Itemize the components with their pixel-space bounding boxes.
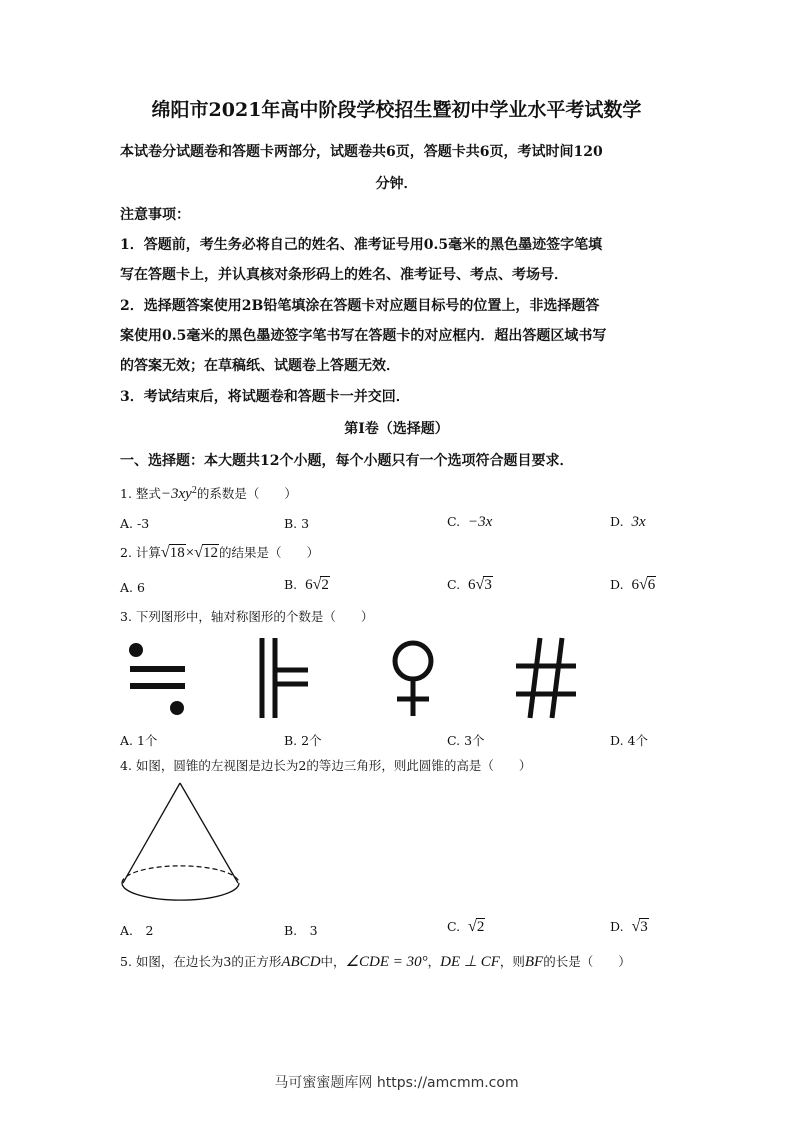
q3-option-c: C. 3个 — [447, 733, 485, 748]
q5-text-e: 的长是（ ） — [543, 954, 631, 969]
note-2b: 案使用0.5毫米的黑色墨迹签字笔书写在答题卡的对应框内．超出答题区域书写 — [120, 328, 607, 344]
q1-c-label: C. — [447, 514, 461, 529]
q1-option-b: B. 3 — [284, 516, 310, 531]
q1-d-label: D. — [610, 514, 624, 529]
q3-option-d: D. 4个 — [610, 733, 648, 748]
q5-text-c: ， — [427, 954, 441, 969]
female-symbol-figure — [395, 643, 431, 716]
note-1a: 1．答题前，考生务必将自己的姓名、准考证号用0.5毫米的黑色墨迹签字笔填 — [120, 237, 603, 253]
q1-option-c — [447, 514, 492, 531]
q3-figures — [120, 632, 590, 724]
q2-c-coef: 6 — [468, 577, 476, 593]
q1-expression: −3xy — [160, 486, 192, 502]
note-2c: 的答案无效；在草稿纸、试题卷上答题无效． — [120, 358, 400, 374]
q4-d-radicand: 3 — [640, 919, 648, 935]
q3-option-b: B. 2个 — [284, 733, 322, 748]
question-2: 2. 计算√18×√12的结果是（ ） — [120, 544, 319, 561]
q4-d-label: D. — [610, 919, 624, 934]
q5-segment: BF — [524, 954, 544, 970]
q2-option-c: C. 6√3 — [447, 576, 492, 593]
q5-square-name: ABCD — [281, 954, 321, 970]
q5-text-d: ，则 — [499, 954, 525, 969]
note-1b: 写在答题卡上，并认真核对条形码上的姓名、准考证号、考点、考场号． — [120, 267, 568, 283]
hash-sign-figure — [516, 638, 576, 718]
q5-text-a: 5. 如图，在边长为3的正方形 — [120, 954, 282, 969]
q4-option-b: B. 3 — [284, 923, 318, 938]
q2-c-label: C. — [447, 577, 461, 592]
note-3: 3．考试结束后，将试题卷和答题卡一并交回． — [120, 389, 410, 405]
q5-text-b: 中， — [320, 954, 346, 969]
q1-exponent: 2 — [191, 484, 197, 496]
double-bar-figure — [262, 638, 308, 718]
q2-option-a: A. 6 — [120, 580, 145, 595]
q4-option-d: D. √3 — [610, 918, 648, 935]
q2-option-d: D. 6√6 — [610, 576, 656, 593]
part1-heading: 一、选择题：本大题共12个小题，每个小题只有一个选项符合题目要求． — [120, 453, 574, 469]
q1-c-value: −3x — [468, 514, 493, 530]
intro-line-2: 分钟． — [375, 176, 418, 192]
volume-heading: 第Ⅰ卷（选择题） — [344, 421, 449, 437]
question-1 — [120, 484, 297, 503]
q4-option-c: C. √2 — [447, 918, 485, 935]
question-4: 4. 如图，圆锥的左视图是边长为2的等边三角形，则此圆锥的高是（ ） — [120, 758, 532, 773]
note-2a: 2．选择题答案使用2B铅笔填涂在答题卡对应题目标号的位置上，非选择题答 — [120, 298, 600, 314]
q5-angle: ∠CDE = 30° — [345, 954, 428, 970]
q2-d-radicand: 6 — [647, 577, 656, 593]
q2-prefix: 2. 计算 — [120, 545, 161, 560]
q2-b-label: B. — [284, 577, 298, 592]
q2-times: × — [185, 545, 195, 561]
q4-option-a: A. 2 — [120, 923, 154, 938]
q2-b-radicand: 2 — [321, 577, 329, 593]
q1-option-a: A. -3 — [120, 516, 150, 531]
question-5 — [120, 952, 631, 971]
division-sign-figure — [129, 643, 185, 715]
q4-c-radicand: 2 — [476, 919, 485, 935]
page-footer: 马可蜜蜜题库网 https://amcmm.com — [274, 1075, 519, 1091]
q3-option-a: A. 1个 — [120, 733, 158, 748]
q4-c-label: C. — [447, 919, 461, 934]
q2-radicand-1: 18 — [169, 545, 185, 561]
q1-option-d — [610, 514, 646, 531]
q2-d-label: D. — [610, 577, 624, 592]
q1-prefix: 1. 整式 — [120, 486, 161, 501]
page-title: 绵阳市2021年高中阶段学校招生暨初中学业水平考试数学 — [151, 99, 642, 121]
intro-line-1: 本试卷分试题卷和答题卡两部分，试题卷共6页，答题卡共6页，考试时间120 — [120, 144, 603, 160]
q2-suffix: 的结果是（ ） — [218, 545, 319, 560]
q2-radicand-2: 12 — [202, 545, 218, 561]
q5-perpendicular: DE ⊥ CF — [440, 954, 500, 970]
question-3: 3. 下列图形中，轴对称图形的个数是（ ） — [120, 609, 374, 624]
cone-figure — [118, 780, 248, 904]
q2-d-coef: 6 — [631, 577, 640, 593]
q2-option-b: B. 6√2 — [284, 576, 329, 593]
q1-suffix: 的系数是（ ） — [196, 486, 297, 501]
q1-d-value: 3x — [631, 514, 646, 530]
q2-c-radicand: 3 — [484, 577, 492, 593]
notes-heading: 注意事项： — [120, 207, 190, 223]
q2-b-coef: 6 — [305, 577, 313, 593]
